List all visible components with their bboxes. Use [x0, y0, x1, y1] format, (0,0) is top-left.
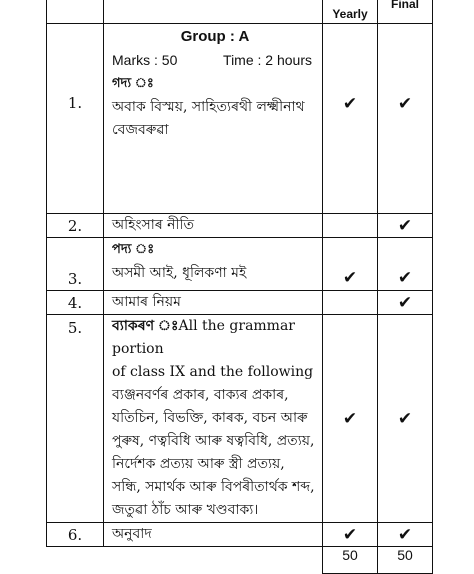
syllabus-table	[46, 0, 433, 574]
yearly-check-icon: ✔	[323, 24, 378, 214]
final-check-icon: ✔	[378, 523, 433, 547]
row-line: নিৰ্দেশক প্ৰত্যয় আৰু স্ত্ৰী প্ৰত্যয়,	[112, 456, 285, 472]
row-number: 4.	[47, 291, 104, 315]
row-number: 5.	[47, 315, 104, 523]
table-row	[47, 315, 433, 523]
final-check-icon: ✔	[378, 291, 433, 315]
header-blank-content	[104, 0, 323, 24]
final-check-icon: ✔	[378, 238, 433, 291]
section-heading-poetry: পদ্য ঃ	[112, 242, 155, 257]
header-blank-num	[47, 0, 104, 24]
row-line: সন্ধি, সমাৰ্থক আৰু বিপৰীতাৰ্থক শব্দ,	[112, 479, 315, 495]
row-content	[104, 291, 323, 315]
row-line: অনুবাদ	[112, 526, 152, 542]
row-number: 1.	[47, 24, 104, 214]
row-content	[104, 315, 323, 523]
grammar-en-line: of class IX and the following	[112, 364, 314, 380]
row-line: বেজবৰুৱা	[112, 122, 169, 138]
yearly-total: 50	[323, 547, 378, 574]
marks-text: Marks : 50	[112, 52, 178, 68]
final-check-icon: ✔	[378, 24, 433, 214]
yearly-check-icon: ✔	[323, 315, 378, 523]
yearly-check-icon: ✔	[323, 238, 378, 291]
table-row	[47, 291, 433, 315]
final-total: 50	[378, 547, 433, 574]
final-check-icon: ✔	[378, 315, 433, 523]
row-content	[104, 238, 323, 291]
totals-blank-num	[47, 547, 104, 574]
row-number: 2.	[47, 214, 104, 238]
row-line: ব্যঞ্জনবৰ্ণৰ প্ৰকাৰ, বাক্যৰ প্ৰকাৰ,	[112, 387, 289, 403]
grammar-label: ব্যাকৰণ ঃ	[112, 318, 179, 334]
yearly-header: Yearly	[323, 0, 378, 24]
row-content	[104, 24, 323, 214]
row-line: পুৰুষ, ণত্ববিধি আৰু ষত্ববিধি, প্ৰত্যয়,	[112, 433, 315, 449]
row-content	[104, 214, 323, 238]
table-row	[47, 238, 433, 291]
grammar-en-line: All the grammar portion	[112, 318, 295, 357]
section-heading-prose: গদ্য ঃ	[112, 76, 154, 91]
row-line: অহিংসাৰ নীতি	[112, 217, 195, 233]
totals-blank-content	[104, 547, 323, 574]
row-line: অবাক বিস্ময়, সাহিত্যৰথী লক্ষ্মীনাথ	[112, 99, 305, 115]
header-row	[47, 0, 433, 24]
row-content	[104, 523, 323, 547]
marks-time-line	[112, 48, 318, 72]
row-line: আমাৰ নিয়ম	[112, 294, 181, 310]
row-number: 6.	[47, 523, 104, 547]
yearly-empty-cell	[323, 291, 378, 315]
final-check-icon: ✔	[378, 214, 433, 238]
group-title: Group : A	[180, 28, 250, 45]
table-row	[47, 24, 433, 214]
row-line: অসমী আই, ধূলিকণা মই	[112, 265, 247, 281]
yearly-empty-cell	[323, 214, 378, 238]
yearly-check-icon: ✔	[323, 523, 378, 547]
table-row	[47, 214, 433, 238]
row-line: যতিচিন, বিভক্তি, কাৰক, বচন আৰু	[112, 410, 308, 426]
row-line: জতুৱা ঠাঁচ আৰু খণ্ডবাক্য।	[112, 502, 259, 518]
table-row	[47, 523, 433, 547]
totals-row	[47, 547, 433, 574]
final-header: Final	[378, 0, 433, 24]
row-number: 3.	[47, 238, 104, 291]
time-text: Time : 2 hours	[223, 52, 312, 68]
